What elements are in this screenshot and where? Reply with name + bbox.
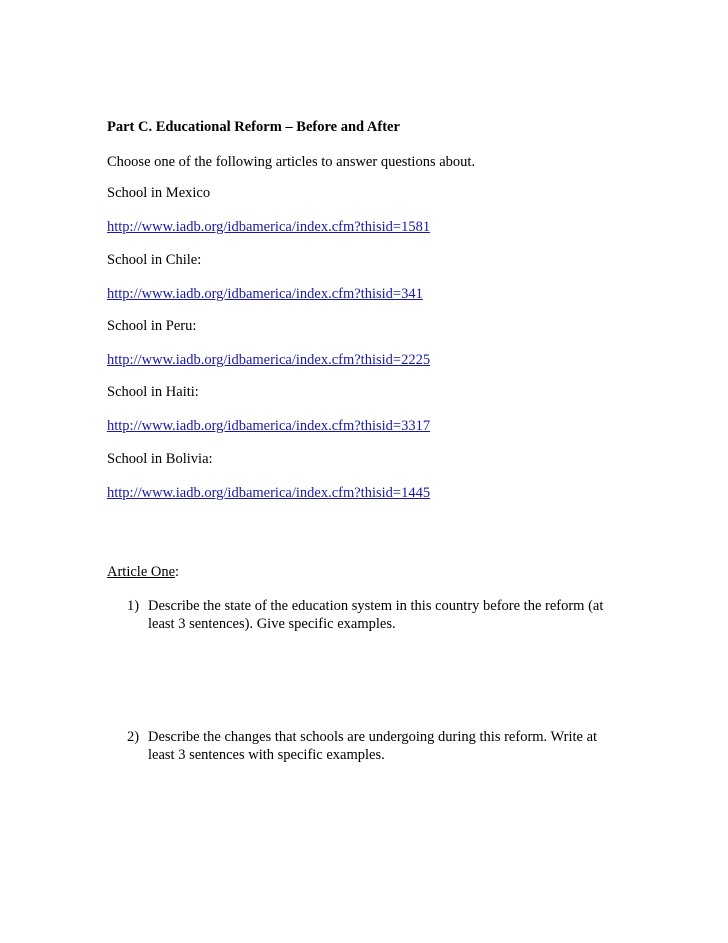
article-link-haiti[interactable]: http://www.iadb.org/idbamerica/index.cfm?thisid=3317 [107,418,431,434]
article-label-mexico: School in Mexico [107,185,211,201]
question-1-text: Describe the state of the education system in this country before the reform (at least 3 sentences). Give specific examples. [148,598,604,632]
question-2 [127,728,627,764]
question-2-text: Describe the changes that schools are undergoing during this reform. Write at least 3 sentences with specific examples. [148,729,598,763]
question-1-number: 1) [127,598,140,614]
question-2-number: 2) [127,729,140,745]
section-heading: Part C. Educational Reform – Before and After [107,119,400,135]
article-link-mexico[interactable]: http://www.iadb.org/idbamerica/index.cfm?thisid=1581 [107,219,431,235]
article-label-chile: School in Chile: [107,252,202,268]
instructions-text: Choose one of the following articles to answer questions about. [107,154,476,170]
article-label-haiti: School in Haiti: [107,384,199,400]
article-label-peru: School in Peru: [107,318,197,334]
question-1 [127,597,627,633]
article-link-chile[interactable]: http://www.iadb.org/idbamerica/index.cfm?thisid=341 [107,286,423,302]
article-one-heading [107,563,179,581]
article-one-label: Article One [107,564,176,580]
article-one-colon: : [175,564,180,580]
article-link-bolivia[interactable]: http://www.iadb.org/idbamerica/index.cfm?thisid=1445 [107,485,431,501]
article-link-peru[interactable]: http://www.iadb.org/idbamerica/index.cfm?thisid=2225 [107,352,431,368]
article-label-bolivia: School in Bolivia: [107,451,213,467]
